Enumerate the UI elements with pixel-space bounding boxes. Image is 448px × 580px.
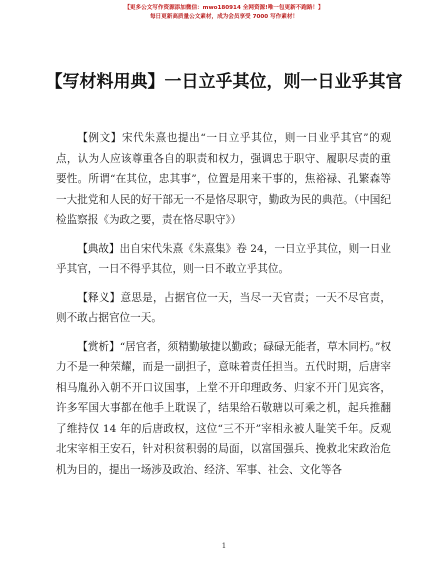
document-title: 【写材料用典】一日立乎其位，则一日业乎其官 [45,72,403,92]
promo-banner [0,4,448,22]
paragraph-text: 宋代朱熹也提出“一日立乎其位，则一日业乎其官”的观点，认为人应该尊重各自的职责和权力，强调忠于职守、履职尽责的重要性。所谓“在其位，忠其事”，位置是用来干事的，焦裕禄、孔繁森等一大批党和人民的好干部无一不是恪尽职守，勤政为民的典范。（中国纪检监察报《为政之要，责在恪尽职守》） [56,132,391,226]
paragraph-text: 出自宋代朱熹《朱熹集》卷 24，一日立乎其位，则一日业乎其官，一日不得乎其位，则一日不敢立乎其位。 [56,242,391,275]
paragraph-tag: 【例文】 [77,132,122,144]
paragraph-tag: 【赏析】 [77,340,120,353]
paragraph-allusion [56,239,391,280]
promo-line-2: 每日更新高质量公文素材，成为会员享受 7000 写作素材！ [149,14,299,20]
paragraph-text: 意思是，占据官位一天，当尽一天官责；一天不尽官责，则不敢占据官位一天。 [56,291,392,324]
paragraph-tag: 【典故】 [77,242,120,255]
paragraph-text: “居官者，须精勤敏捷以勤政；碌碌无能者，草木同朽。”权力不是一种荣耀，而是一副担子，意味着责任担当。五代时期，后唐宰相马胤孙入朝不开口议国事，上堂不开印理政务、归家不开门见宾客，许多军国大事都在他手上耽误了，结果给石敬瑭以可乘之机，起兵推翻了维持仅 14 年的后唐政权，这位“三不开”宰相永被人耻笑千年。反观北宋宰相王安石，针对积贫积弱的局面，以富国强兵、挽救北宋政治危机为目的，提出一场涉及政治、经济、军事、社会、文化等各 [56,340,392,476]
promo-line-1: 【更多公文写作资源添加微信：mwo180914 全网资源!唯一包更新不跑路！】 [124,5,324,11]
paragraph-example [56,128,391,231]
paragraph-tag: 【释义】 [77,291,121,304]
paragraph-meaning [56,288,391,329]
paragraph-appreciation [56,337,391,481]
document-body [56,128,391,488]
page-number: 1 [221,542,227,550]
